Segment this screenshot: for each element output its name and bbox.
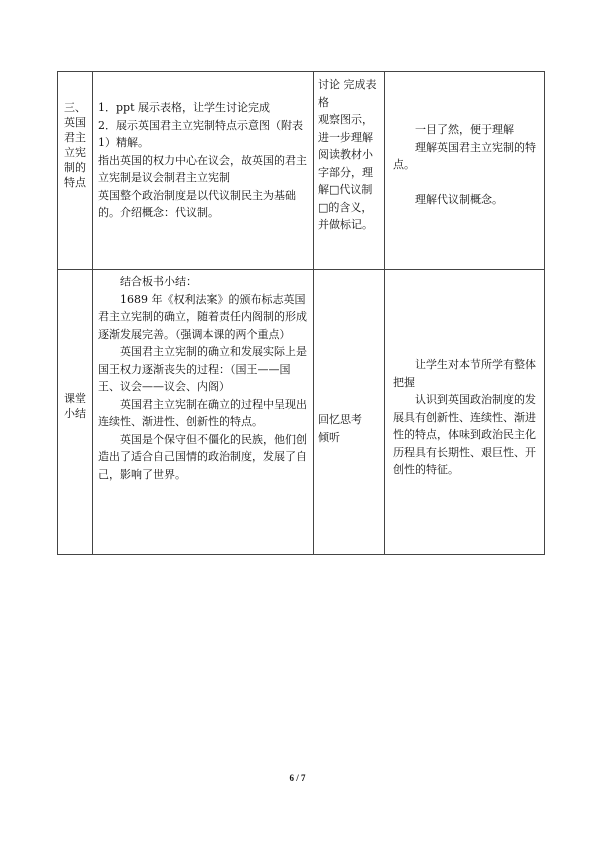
design-intent-cell	[385, 270, 545, 555]
intent-line: 认识到英国政治制度的发展具有创新性、连续性、渐进性的特点，体味到政治民主化历程具有长期性、艰巨性、开创性的特征。	[393, 393, 536, 476]
intent-line: 理解英国君主立宪制的特点。	[393, 140, 536, 171]
student-activity-text: 回忆思考 倾听	[318, 413, 362, 444]
intent-line: 理解代议制概念。	[415, 193, 503, 206]
design-intent-cell	[385, 72, 545, 270]
teacher-line: 英国君主立宪制的确立和发展实际上是国王权力逐渐丧失的过程：（国王——国王、议会——议会、内阁）	[98, 345, 307, 393]
student-activity-cell	[314, 270, 385, 555]
intent-line: 一目了然，便于理解	[415, 123, 514, 136]
teacher-line: 1．ppt 展示表格，让学生讨论完成	[98, 101, 270, 114]
lesson-plan-table	[57, 71, 545, 555]
table-row	[58, 72, 545, 270]
student-activity-cell	[314, 72, 385, 270]
teacher-line: 结合板书小结：	[120, 275, 197, 288]
section-cell	[58, 270, 93, 555]
student-activity-text: 讨论 完成表格 观察图示，进一步理解阅读教材小字部分，理解□代议制□的含义，并做标记。	[318, 78, 377, 231]
teacher-activity-cell	[93, 270, 314, 555]
teacher-line: 1689 年《权利法案》的颁布标志英国君主立宪制的确立，随着责任内阁制的形成逐渐发展完善。（强调本课的两个重点）	[98, 292, 307, 341]
teacher-line: 英国是个保守但不僵化的民族，他们创造出了适合自己国情的政治制度，发展了自己，影响了世界。	[98, 432, 307, 481]
section-title: 三、英国君主立宪制的特点	[64, 101, 86, 189]
intent-line: 让学生对本节所学有整体把握	[393, 358, 536, 389]
teacher-line: 英国君主立宪制在确立的过程中呈现出连续性、渐进性、创新性的特点。	[98, 397, 307, 428]
table-row	[58, 270, 545, 555]
page-number: 6 / 7	[289, 773, 306, 783]
intent-spacer	[393, 174, 538, 192]
section-title: 课堂小结	[64, 392, 86, 420]
teacher-line: 指出英国的权力中心在议会，故英国的君主立宪制是议会制君主立宪制	[98, 153, 307, 184]
teacher-line: 英国整个政治制度是以代议制民主为基础的。介绍概念：代议制。	[98, 188, 296, 219]
section-cell	[58, 72, 93, 270]
teacher-activity-cell	[93, 72, 314, 270]
teacher-line: 2．展示英国君主立宪制特点示意图（附表 1）精解。	[98, 118, 303, 149]
